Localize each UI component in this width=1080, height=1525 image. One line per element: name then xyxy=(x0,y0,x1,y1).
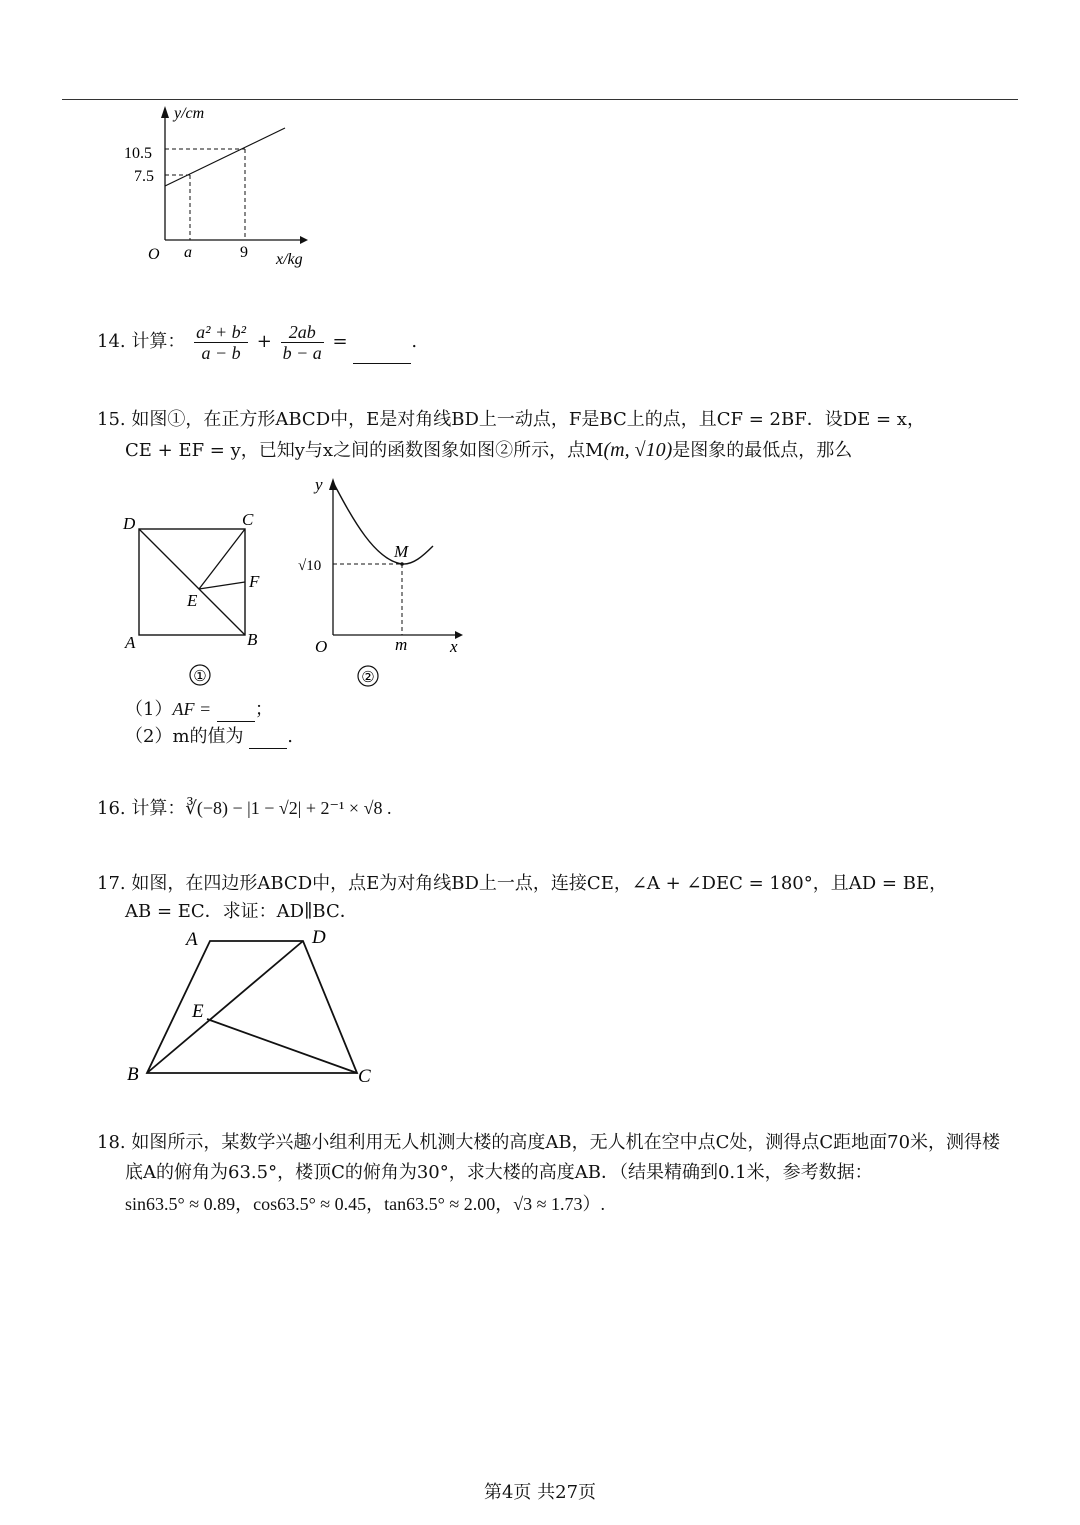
function-line xyxy=(165,128,285,186)
label-a: A xyxy=(125,633,136,652)
q14-fraction-1-numerator: a² + b² xyxy=(196,321,247,342)
q15-sub-2-text: m的值为 xyxy=(172,726,244,747)
q14-answer-blank[interactable] xyxy=(353,347,411,364)
q14-equals: = xyxy=(332,331,348,352)
q15-text-2b: 是图象的最低点，那么 xyxy=(672,440,853,461)
diagonal-bd xyxy=(139,529,245,635)
q15-point-m: (m, √10) xyxy=(603,439,673,461)
q16-number: 16. xyxy=(97,798,126,819)
label-sqrt10: √10 xyxy=(298,558,322,574)
q18-line-2 xyxy=(125,1161,873,1185)
segment-ef xyxy=(199,582,245,589)
q15-number: 15. xyxy=(97,409,126,430)
q14-fraction-2 xyxy=(281,322,324,363)
q14-fraction-2-denominator: b − a xyxy=(282,342,322,363)
q14-number: 14. xyxy=(97,331,126,352)
q18-number: 18. xyxy=(97,1132,126,1153)
y-tick-7-5: 7.5 xyxy=(134,168,154,185)
q14-end: . xyxy=(411,331,418,352)
q15-figure-1-square xyxy=(115,505,275,690)
caption-1: ① xyxy=(193,669,207,685)
page-footer: 第4页 共27页 xyxy=(483,1482,597,1503)
segment-ec xyxy=(207,1019,357,1073)
label-m-point: M xyxy=(394,542,409,561)
y-tick-10-5: 10.5 xyxy=(124,145,152,162)
q15-sub-1-text: AF = xyxy=(172,699,212,719)
q15-sub-2-label: （2） xyxy=(125,726,173,747)
label-d: D xyxy=(312,927,326,948)
q15-text-1: 如图①，在正方形ABCD中，E是对角线BD上一动点，F是BC上的点，且CF = 2BF．设DE = x， xyxy=(131,409,925,430)
x-tick-9: 9 xyxy=(240,244,248,261)
q17-line-2 xyxy=(125,900,358,924)
label-y: y xyxy=(315,475,323,494)
label-e: E xyxy=(192,1001,204,1022)
caption-2: ② xyxy=(361,670,375,686)
q17-text-2: AB = EC．求证：AD∥BC． xyxy=(125,901,358,922)
q17-figure-quadrilateral xyxy=(120,925,390,1090)
label-b: B xyxy=(127,1064,139,1085)
q15-line-2 xyxy=(125,438,852,463)
q17-text-1: 如图，在四边形ABCD中，点E为对角线BD上一点，连接CE，∠A + ∠DEC = 180°，且AD = BE， xyxy=(131,873,948,894)
q14-fraction-1 xyxy=(194,322,248,363)
label-c: C xyxy=(242,510,254,529)
label-c: C xyxy=(358,1066,371,1087)
q15-sub-1-end: ； xyxy=(254,699,273,720)
y-axis-arrow-icon xyxy=(161,106,169,118)
y-axis-label: y/cm xyxy=(174,105,205,122)
label-e: E xyxy=(187,591,198,610)
quadrilateral-abcd xyxy=(147,941,357,1073)
q13-line-graph xyxy=(110,100,330,275)
q14-fraction-2-numerator: 2ab xyxy=(281,322,324,343)
point-m xyxy=(400,562,404,566)
x-tick-a: a xyxy=(184,244,192,261)
q15-figure-2-curve xyxy=(295,470,475,690)
q16 xyxy=(97,796,391,821)
label-f: F xyxy=(249,572,260,591)
x-axis-label: x/kg xyxy=(276,251,303,268)
q15-sub-1 xyxy=(125,697,273,722)
q17-number: 17. xyxy=(97,873,126,894)
q15-line-1 xyxy=(97,408,925,432)
function-curve xyxy=(333,482,433,564)
q18-text-2: 底A的俯角为63.5°，楼顶C的俯角为30°，求大楼的高度AB．（结果精确到0.1米，参考数据： xyxy=(125,1162,873,1183)
q15-sub-1-answer-blank[interactable] xyxy=(217,705,255,722)
label-x: x xyxy=(450,637,458,656)
q18-text-3: sin63.5° ≈ 0.89，cos63.5° ≈ 0.45，tan63.5° ≈ 2.00，√3 ≈ 1.73）. xyxy=(125,1194,605,1214)
q18-text-1: 如图所示，某数学兴趣小组利用无人机测大楼的高度AB，无人机在空中点C处，测得点C距地面70米，测得楼 xyxy=(131,1132,1001,1153)
q15-sub-2 xyxy=(125,725,293,749)
label-a: A xyxy=(186,929,198,950)
q14-prompt: 计算： xyxy=(131,331,186,352)
q15-sub-2-end: . xyxy=(287,726,293,747)
label-d: D xyxy=(123,514,136,533)
q16-prompt: 计算： xyxy=(131,798,186,819)
q16-expression: ∛(−8) − |1 − √2| + 2⁻¹ × √8 . xyxy=(185,798,392,818)
segment-ce xyxy=(199,529,245,589)
q18-line-1 xyxy=(97,1131,1000,1155)
q18-line-3 xyxy=(125,1192,605,1216)
label-o: O xyxy=(315,637,328,656)
diagonal-bd xyxy=(147,941,303,1073)
q14 xyxy=(97,320,417,364)
q15-sub-1-label: （1） xyxy=(125,699,173,720)
x-axis-arrow-icon xyxy=(300,236,308,244)
q14-plus: + xyxy=(256,331,272,352)
q15-text-2a: CE + EF = y，已知y与x之间的函数图象如图②所示，点M xyxy=(125,440,604,461)
label-m-tick: m xyxy=(395,635,408,654)
label-b: B xyxy=(247,630,258,649)
q15-sub-2-answer-blank[interactable] xyxy=(249,732,287,749)
q14-fraction-1-denominator: a − b xyxy=(201,342,241,363)
origin-label: O xyxy=(148,246,160,263)
q17-line-1 xyxy=(97,872,947,896)
